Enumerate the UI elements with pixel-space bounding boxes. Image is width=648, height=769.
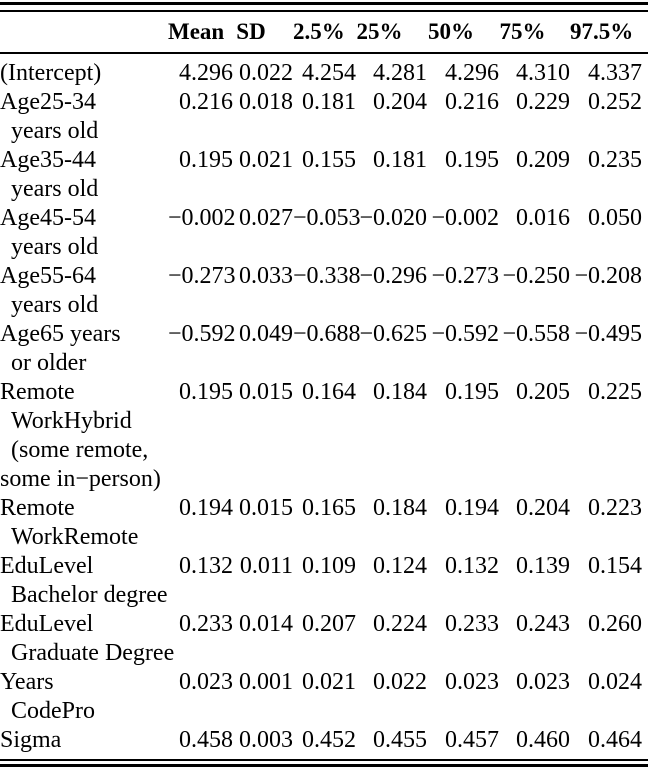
row-label-line: years old [11,292,99,318]
table-row [0,552,648,610]
row-label-line: WorkHybrid [11,408,132,434]
value-cell: −0.053 [293,205,361,231]
value-cell: 0.260 [588,611,642,637]
row-label-line: Years [0,669,54,695]
table-row [0,88,648,146]
value-cell: 0.021 [239,147,293,173]
table-row [0,726,648,755]
value-cell: 0.243 [516,611,570,637]
row-label-cell [0,378,168,494]
value-cell: −0.688 [293,321,361,347]
value-cell: 0.023 [179,669,233,695]
value-cell: 0.209 [516,147,570,173]
value-cell: −0.208 [574,263,642,289]
value-cell: 0.050 [588,205,642,231]
value-cell: −0.002 [168,205,236,231]
value-cell: 0.195 [179,379,233,405]
row-label-line: Age35-44 [0,147,96,173]
table-bottom-rule-thick [0,764,648,767]
row-label-cell [0,552,168,610]
value-cell: 0.223 [588,495,642,521]
value-cell: 4.296 [179,60,233,86]
value-cell: 0.023 [516,669,570,695]
row-label-line: CodePro [11,698,95,724]
row-label-cell [0,668,168,726]
value-cell: 0.207 [302,611,356,637]
row-label-line: Age25-34 [0,89,96,115]
value-cell: 0.022 [239,60,293,86]
column-header: 75% [499,19,546,44]
value-cell: 0.458 [179,727,233,753]
value-cell: 0.132 [445,553,499,579]
value-cell: −0.592 [168,321,236,347]
value-cell: 0.194 [179,495,233,521]
value-cell: 0.184 [373,495,427,521]
value-cell: −0.020 [359,205,427,231]
table-row [0,320,648,378]
value-cell: −0.273 [168,263,236,289]
value-cell: 0.124 [373,553,427,579]
value-cell: 0.018 [239,89,293,115]
value-cell: 4.281 [373,60,427,86]
value-cell: 0.464 [588,727,642,753]
value-cell: 0.194 [445,495,499,521]
table-row [0,53,648,88]
row-label-line: Age45-54 [0,205,96,231]
column-header: 2.5% [293,19,345,44]
value-cell: 0.132 [179,553,233,579]
column-header: 97.5% [570,19,634,44]
row-label-cell [0,726,168,755]
row-label-line: Remote [0,495,75,521]
value-cell: 4.337 [588,60,642,86]
row-label-line: WorkRemote [11,524,139,550]
value-cell: −0.273 [431,263,499,289]
value-cell: 0.022 [373,669,427,695]
value-cell: 0.001 [239,669,293,695]
value-cell: 0.164 [302,379,356,405]
value-cell: 0.109 [302,553,356,579]
table-body [0,53,648,755]
table-row [0,146,648,204]
table-row [0,378,648,494]
table-row [0,262,648,320]
value-cell: −0.495 [574,321,642,347]
table-row [0,610,648,668]
value-cell: 0.024 [588,669,642,695]
value-cell: 0.233 [445,611,499,637]
value-cell: −0.592 [431,321,499,347]
row-label-line: EduLevel [0,611,94,637]
value-cell: 4.296 [445,60,499,86]
value-cell: 0.235 [588,147,642,173]
value-cell: 0.016 [516,205,570,231]
row-label-line: Bachelor degree [11,582,168,608]
column-header: Mean [168,19,225,44]
row-label-cell [0,610,175,668]
posterior-summary-table [0,12,648,755]
value-cell: 0.224 [373,611,427,637]
row-label-cell [0,88,168,146]
value-cell: 4.254 [302,60,356,86]
value-cell: −0.625 [359,321,427,347]
table-row [0,668,648,726]
value-cell: 0.233 [179,611,233,637]
row-label-cell [0,494,168,552]
row-label-cell [0,204,168,262]
row-label-line: years old [11,234,99,260]
value-cell: 0.195 [179,147,233,173]
value-cell: 0.216 [179,89,233,115]
row-label-line: Age65 years [0,321,121,347]
value-cell: 0.195 [445,379,499,405]
value-cell: 0.229 [516,89,570,115]
header-row [0,12,648,53]
value-cell: 0.452 [302,727,356,753]
value-cell: 0.027 [239,205,293,231]
value-cell: −0.338 [293,263,361,289]
value-cell: 0.460 [516,727,570,753]
value-cell: 0.049 [239,321,293,347]
value-cell: 0.023 [445,669,499,695]
value-cell: 0.003 [239,727,293,753]
value-cell: 0.011 [239,553,293,579]
value-cell: 0.455 [373,727,427,753]
value-cell: 0.014 [239,611,293,637]
row-label-cell [0,262,168,320]
value-cell: 0.225 [588,379,642,405]
row-label-line: or older [11,350,87,376]
value-cell: −0.002 [431,205,499,231]
value-cell: 0.033 [239,263,293,289]
column-header: 50% [428,19,474,44]
value-cell: 0.015 [239,495,293,521]
row-label-cell [0,53,168,88]
table-row [0,204,648,262]
row-label-line: Sigma [0,727,62,753]
value-cell: 0.216 [445,89,499,115]
corner-cell [0,12,168,53]
value-cell: 0.204 [373,89,427,115]
value-cell: 0.181 [373,147,427,173]
row-label-cell [0,146,168,204]
value-cell: 0.015 [239,379,293,405]
row-label-line: (Intercept) [0,60,102,86]
value-cell: 0.457 [445,727,499,753]
value-cell: 0.165 [302,495,356,521]
table-row [0,494,648,552]
value-cell: 0.155 [302,147,356,173]
value-cell: 0.021 [302,669,356,695]
row-label-cell [0,320,168,378]
row-label-line: (some remote, [11,437,149,463]
value-cell: 0.184 [373,379,427,405]
value-cell: −0.558 [502,321,570,347]
column-header: SD [236,19,266,44]
row-label-line: Graduate Degree [11,640,175,666]
column-header: 25% [356,19,403,44]
value-cell: 0.195 [445,147,499,173]
value-cell: 0.205 [516,379,570,405]
row-label-line: EduLevel [0,553,94,579]
row-label-line: some in−person) [0,466,161,492]
value-cell: 0.181 [302,89,356,115]
value-cell: 0.252 [588,89,642,115]
value-cell: −0.250 [502,263,570,289]
value-cell: 0.139 [516,553,570,579]
value-cell: −0.296 [359,263,427,289]
row-label-line: years old [11,118,99,144]
row-label-line: years old [11,176,99,202]
value-cell: 4.310 [516,60,570,86]
value-cell: 0.204 [516,495,570,521]
row-label-line: Age55-64 [0,263,96,289]
table-header [0,12,648,53]
row-label-line: Remote [0,379,75,405]
value-cell: 0.154 [588,553,642,579]
